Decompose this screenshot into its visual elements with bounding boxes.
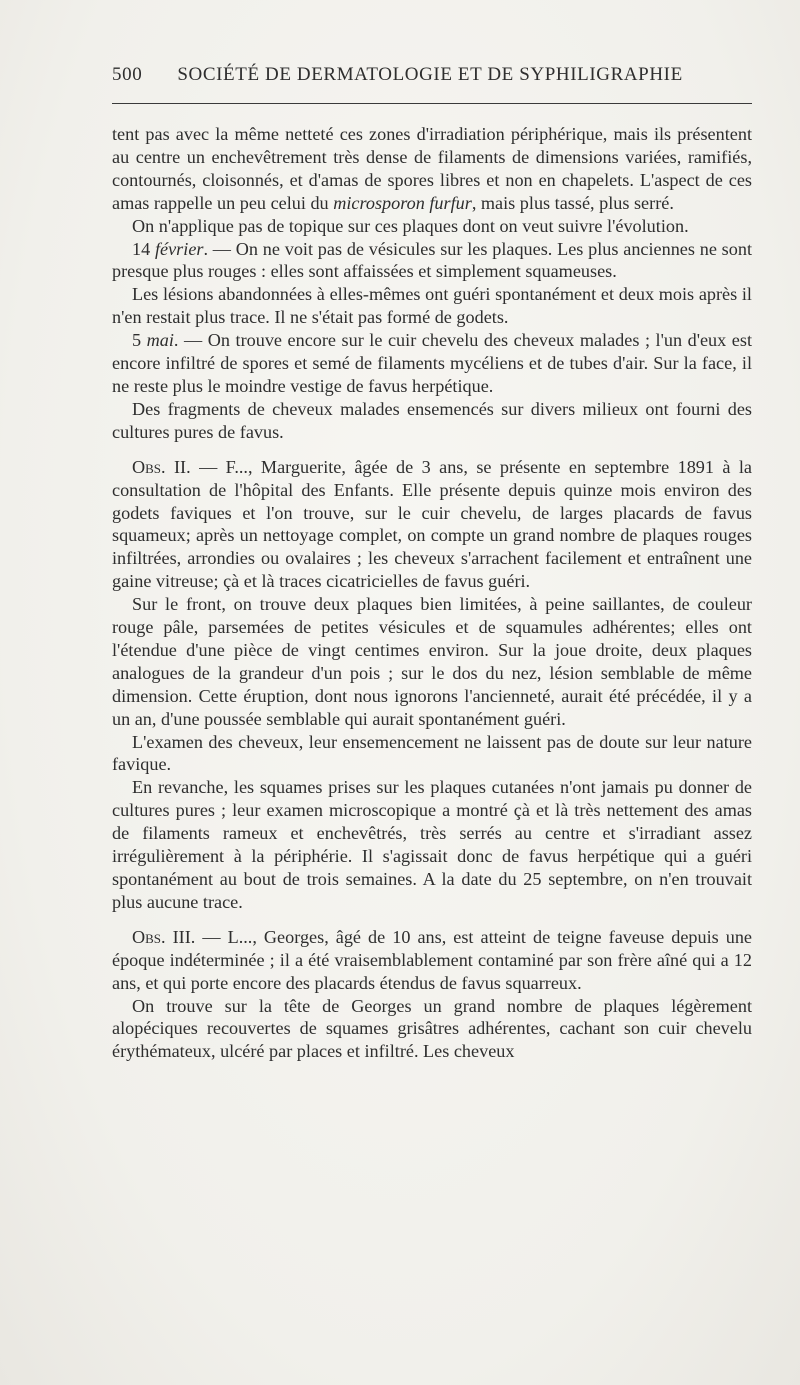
observation-label: Obs. III.	[132, 926, 196, 947]
page-number: 500	[112, 64, 143, 85]
italic-term: microsporon furfur	[333, 192, 472, 213]
italic-date: mai	[146, 330, 174, 351]
paragraph-10: En revanche, les squames prises sur les plaques cutanées n'ont jamais pu donner de cultures pures ; leur examen microscopique a montré çà et là très nettement des amas de filaments rameux et enchevêtrés, très serrés au centre et s'irradiant assez irrégulièrement à la périphérie. Il s'agissait donc de favus herpétique qui a guéri spontanément au bout de trois semaines. A la date du 25 septembre, on n'en trouvait plus aucune trace.	[112, 777, 752, 912]
paragraph-obs-2: Obs. II. — F..., Marguerite, âgée de 3 ans, se présente en septembre 1891 à la consultation de l'hôpital des Enfants. Elle présente depuis quinze mois environ des godets faviques et l'on trouve, sur le cuir chevelu, de larges placards de favus squameux; après un nettoyage complet, on compte un grand nombre de plaques rouges infiltrées, arrondies ou ovalaires ; les cheveux s'arrachent facilement et entraînent une gaine vitreuse; çà et là traces cicatricielles de favus guéri.	[112, 456, 752, 592]
running-header	[112, 64, 752, 94]
paragraph-6: Des fragments de cheveux malades ensemencés sur divers milieux ont fourni des cultures pures de favus.	[112, 398, 752, 442]
paragraph-5: 5 mai. — On trouve encore sur le cuir chevelu des cheveux malades ; l'un d'eux est encore infiltré de spores et semé de filaments mycéliens et de tubes d'air. Sur la face, il ne reste plus le moindre vestige de favus herpétique.	[112, 330, 752, 396]
paragraph-4: Les lésions abandonnées à elles-mêmes ont guéri spontanément et deux mois après il n'en restait plus trace. Il ne s'était pas formé de godets.	[112, 284, 752, 328]
paragraph-obs-3: Obs. III. — L..., Georges, âgé de 10 ans, est atteint de teigne faveuse depuis une époque indéterminée ; il a été vraisemblablement contaminé par son frère aîné qui a 12 ans, et qui porte encore des placards étendus de favus squarreux.	[112, 926, 752, 993]
header-rule	[112, 103, 752, 104]
paragraph-8: Sur le front, on trouve deux plaques bien limitées, à peine saillantes, de couleur rouge pâle, parsemées de petites vésicules et de squamules adhérentes; elles ont l'étendue d'une pièce de vingt centimes environ. Sur la joue droite, deux plaques analogues de la grandeur d'un pois ; sur le dos du nez, lésion semblable de même dimension. Cette éruption, dont nous ignorons l'ancienneté, aurait été précédée, il y a un an, d'une poussée semblable qui aurait spontanément guéri.	[112, 594, 752, 729]
paragraph-1: tent pas avec la même netteté ces zones d'irradiation périphérique, mais ils présentent au centre un enchevêtrement très dense de filaments de dimensions variées, ramifiés, contournés, cloisonnés, et d'amas de spores libres et non en chapelets. L'aspect de ces amas rappelle un peu celui du microsporon furfur, mais plus tassé, plus serré.	[112, 124, 752, 213]
paragraph-3: 14 février. — On ne voit pas de vésicules sur les plaques. Les plus anciennes ne sont presque plus rouges : elles sont affaissées et simplement squameuses.	[112, 238, 753, 282]
paragraph-2: On n'applique pas de topique sur ces plaques dont on veut suivre l'évolution.	[132, 215, 689, 236]
body-text	[112, 123, 752, 1063]
paragraph-12: On trouve sur la tête de Georges un grand nombre de plaques légèrement alopéciques recouvertes de squames grisâtres adhérentes, cachant son cuir chevelu érythémateux, ulcéré par places et infiltré. Les cheveux	[112, 995, 752, 1062]
running-title: SOCIÉTÉ DE DERMATOLOGIE ET DE SYPHILIGRAPHIE	[177, 64, 683, 85]
paragraph-9: L'examen des cheveux, leur ensemencement ne laissent pas de doute sur leur nature favique.	[112, 731, 752, 775]
observation-label: Obs. II.	[132, 456, 191, 477]
italic-date: février	[154, 238, 204, 259]
